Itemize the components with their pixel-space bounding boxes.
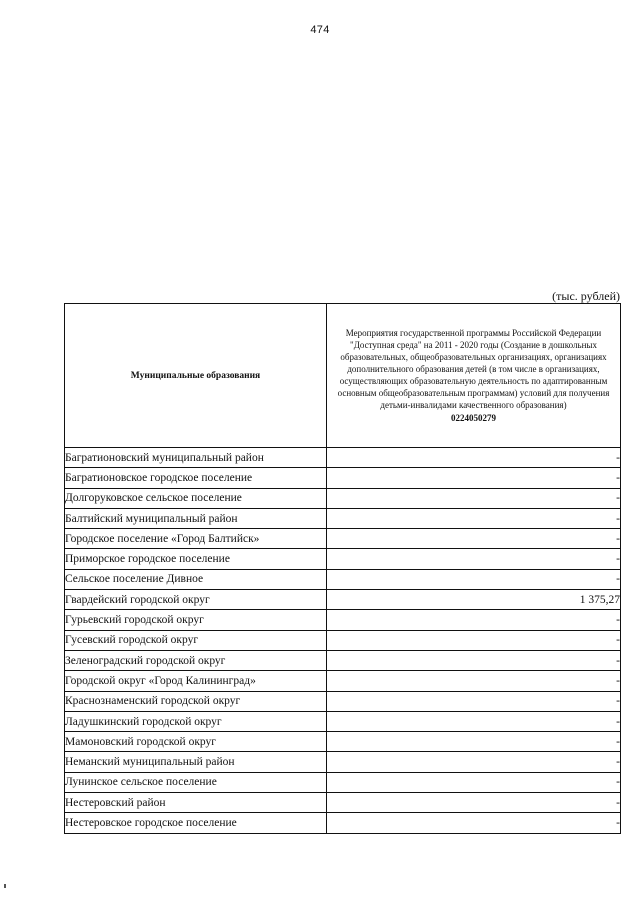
municipality-name: Ладушкинский городской округ bbox=[65, 711, 327, 731]
program-amount: - bbox=[327, 793, 621, 813]
table-row bbox=[65, 793, 621, 813]
program-amount: - bbox=[327, 569, 621, 589]
program-amount: - bbox=[327, 813, 621, 833]
municipality-name: Городской округ «Город Калининград» bbox=[65, 671, 327, 691]
municipality-name: Приморское городское поселение bbox=[65, 549, 327, 569]
municipality-name: Багратионовское городское поселение bbox=[65, 468, 327, 488]
table-row bbox=[65, 569, 621, 589]
municipality-name: Нестеровский район bbox=[65, 793, 327, 813]
program-amount: - bbox=[327, 732, 621, 752]
table-row bbox=[65, 549, 621, 569]
program-amount: - bbox=[327, 711, 621, 731]
municipality-name: Зеленоградский городской округ bbox=[65, 650, 327, 670]
program-amount: - bbox=[327, 508, 621, 528]
page-number: 474 bbox=[310, 24, 330, 36]
table-row bbox=[65, 529, 621, 549]
municipality-name: Неманский муниципальный район bbox=[65, 752, 327, 772]
municipality-name: Нестеровское городское поселение bbox=[65, 813, 327, 833]
table-body bbox=[65, 448, 621, 834]
header-row bbox=[65, 304, 621, 448]
municipality-name: Гусевский городской округ bbox=[65, 630, 327, 650]
budget-table bbox=[64, 303, 621, 834]
table-row bbox=[65, 711, 621, 731]
table-row bbox=[65, 468, 621, 488]
program-amount: - bbox=[327, 752, 621, 772]
scan-edge-mark bbox=[4, 884, 6, 888]
program-amount: - bbox=[327, 488, 621, 508]
program-description: Мероприятия государственной программы Российской Федерации "Доступная среда" на 2011 - 2020 годы (Создание в дошкольных образовательных, общеобразовательных организациях, организациях дополнительного образования детей (в том числе в организациях, осуществляющих образовательную деятельность по адаптированным основным общеобразовательным программам) условий для получения детьми-инвалидами качественного образования) bbox=[337, 328, 610, 410]
municipality-name: Краснознаменский городской округ bbox=[65, 691, 327, 711]
municipality-name: Лунинское сельское поселение bbox=[65, 772, 327, 792]
table-row bbox=[65, 650, 621, 670]
program-amount: - bbox=[327, 610, 621, 630]
program-amount: - bbox=[327, 630, 621, 650]
municipality-name: Гвардейский городской округ bbox=[65, 590, 327, 610]
program-amount: - bbox=[327, 691, 621, 711]
table-row bbox=[65, 772, 621, 792]
table-row bbox=[65, 691, 621, 711]
table-row bbox=[65, 610, 621, 630]
program-code: 0224050279 bbox=[451, 413, 496, 423]
table-row bbox=[65, 590, 621, 610]
municipality-name: Гурьевский городской округ bbox=[65, 610, 327, 630]
municipality-name: Сельское поселение Дивное bbox=[65, 569, 327, 589]
header-program bbox=[327, 304, 621, 448]
table-header bbox=[65, 304, 621, 448]
program-amount: 1 375,27 bbox=[327, 590, 621, 610]
table-row bbox=[65, 448, 621, 468]
program-amount: - bbox=[327, 529, 621, 549]
program-amount: - bbox=[327, 549, 621, 569]
municipality-name: Городское поселение «Город Балтийск» bbox=[65, 529, 327, 549]
header-municipalities: Муниципальные образования bbox=[65, 304, 327, 448]
municipality-name: Багратионовский муниципальный район bbox=[65, 448, 327, 468]
municipality-name: Долгоруковское сельское поселение bbox=[65, 488, 327, 508]
program-amount: - bbox=[327, 468, 621, 488]
table-row bbox=[65, 508, 621, 528]
program-amount: - bbox=[327, 772, 621, 792]
table-row bbox=[65, 813, 621, 833]
table-row bbox=[65, 732, 621, 752]
table-row bbox=[65, 671, 621, 691]
table-row bbox=[65, 752, 621, 772]
table-row bbox=[65, 630, 621, 650]
municipality-name: Мамоновский городской округ bbox=[65, 732, 327, 752]
units-label: (тыс. рублей) bbox=[552, 289, 620, 303]
table-row bbox=[65, 488, 621, 508]
program-amount: - bbox=[327, 671, 621, 691]
program-amount: - bbox=[327, 448, 621, 468]
program-amount: - bbox=[327, 650, 621, 670]
municipality-name: Балтийский муниципальный район bbox=[65, 508, 327, 528]
